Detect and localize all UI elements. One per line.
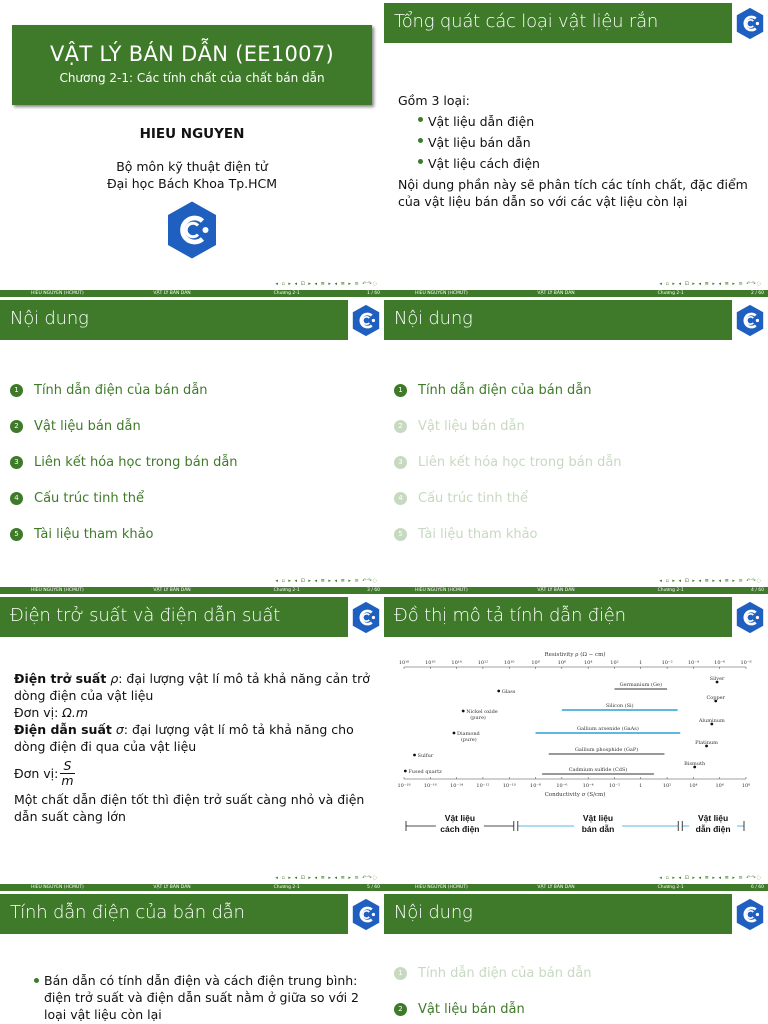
- top-tick-label: 10⁸: [531, 660, 540, 666]
- point-label-sub: (pure): [460, 737, 477, 743]
- header-logo: [348, 894, 384, 934]
- page-number: 6 / 60: [751, 885, 765, 890]
- top-tick-label: 10¹⁶: [425, 660, 436, 666]
- top-tick-label: 1: [639, 660, 643, 666]
- top-tick-label: 10⁴: [583, 660, 593, 666]
- slide-body: [398, 92, 762, 210]
- author-name: HIEU NGUYEN: [139, 126, 245, 142]
- header-logo: [348, 300, 384, 340]
- nav-symbols[interactable]: ◂ ▫ ▸ ◂ ⊡ ▸ ◂ ≣ ▸ ◂ ≣ ▸ ≡ ↶↷◌: [275, 578, 378, 584]
- point-label-sub: (pure): [470, 715, 486, 721]
- outline-item[interactable]: 5 Tài liệu tham khảo: [10, 516, 238, 552]
- bottom-tick-label: 10²: [662, 783, 672, 789]
- slide-2-overview[interactable]: [384, 0, 768, 297]
- bottom-tick-label: 10⁻¹⁴: [450, 783, 464, 789]
- slide-title: Nội dung: [394, 902, 473, 923]
- slide-header: [384, 3, 768, 43]
- bottom-tick-label: 10⁶: [715, 783, 724, 789]
- slide-header: [384, 300, 768, 340]
- chart-title: Resistivity ρ (Ω − cm): [544, 652, 606, 658]
- bottom-tick-label: 10⁻⁴: [582, 783, 594, 789]
- header-logo: [732, 3, 768, 43]
- outline-item[interactable]: 5 Tài liệu tham khảo: [394, 516, 622, 552]
- header-logo: [732, 597, 768, 637]
- bottom-tick-label: 10⁻²: [608, 783, 620, 789]
- university-logo-icon: [351, 601, 381, 634]
- point-label: Copper: [706, 695, 726, 701]
- slide-header: [0, 300, 384, 340]
- department: Bộ môn kỹ thuật điện tử: [116, 159, 268, 174]
- slide-title: Điện trở suất và điện dẫn suất: [10, 605, 281, 626]
- resistivity-unit: Đơn vị: Ω.m: [14, 705, 88, 720]
- list-item: Vật liệu bán dẫn: [428, 132, 762, 153]
- nav-symbols[interactable]: ◂ ▫ ▸ ◂ ⊡ ▸ ◂ ≣ ▸ ◂ ≣ ▸ ≡ ↶↷◌: [659, 578, 762, 584]
- slide-5-resistivity[interactable]: [0, 594, 384, 891]
- outline-item[interactable]: 1 Tính dẫn điện của bán dẫn: [394, 372, 622, 408]
- header-logo: [348, 597, 384, 637]
- top-tick-label: 10¹⁸: [398, 660, 410, 666]
- conductivity-unit: Đơn vị: S m: [14, 757, 74, 788]
- title-box: [12, 25, 372, 105]
- nav-symbols[interactable]: ◂ ▫ ▸ ◂ ⊡ ▸ ◂ ≣ ▸ ◂ ≣ ▸ ≡ ↶↷◌: [659, 281, 762, 287]
- range-label: Gallium arsenide (GaAs): [576, 726, 639, 732]
- page-number: 1 / 60: [367, 291, 381, 296]
- header-logo: [732, 894, 768, 934]
- data-point: [462, 710, 465, 713]
- outline-item[interactable]: 4 Cấu trúc tinh thể: [10, 480, 238, 516]
- bottom-tick-label: 10⁻¹⁶: [423, 783, 437, 789]
- bottom-tick-label: 10⁻⁸: [530, 783, 542, 789]
- university-logo-icon: [165, 200, 219, 260]
- data-point: [497, 690, 500, 693]
- slide-footer: HIEU NGUYEN (HCMUT) VẬT LÝ BÁN DẪN Chương 2-1 2 / 60: [384, 290, 768, 297]
- slide-header: [0, 894, 384, 934]
- bottom-tick-label: 10⁻⁶: [556, 783, 568, 789]
- point-label: Nickel oxide: [466, 709, 498, 715]
- slide-title: Nội dung: [394, 308, 473, 329]
- bullet-list: [14, 972, 364, 1023]
- category-label: Vật liệu: [582, 813, 614, 823]
- top-tick-label: 10⁻⁶: [714, 660, 726, 666]
- data-point: [413, 754, 416, 757]
- x-axis-label: Conductivity σ (S/cm): [544, 792, 606, 798]
- material-list: [398, 111, 762, 174]
- range-label: Cadmium sulfide (CdS): [568, 767, 628, 773]
- slide-footer: HIEU NGUYEN (HCMUT) VẬT LÝ BÁN DẪN Chương 2-1 5 / 60: [0, 884, 384, 891]
- category-label: Vật liệu: [444, 813, 476, 823]
- slide-header: [384, 597, 768, 637]
- university-logo-icon: [735, 7, 765, 40]
- unit-fraction: S m: [61, 757, 74, 788]
- slide-3-outline[interactable]: [0, 297, 384, 594]
- top-tick-label: 10⁻⁴: [687, 660, 699, 666]
- outline-item[interactable]: 1 Tính dẫn điện của bán dẫn: [394, 955, 592, 991]
- list-item: Vật liệu cách điện: [428, 153, 762, 174]
- slide-8-outline-section-2[interactable]: [384, 891, 768, 1024]
- institution: [0, 158, 384, 192]
- category-label: dẫn điện: [695, 824, 731, 834]
- slide-footer: HIEU NGUYEN (HCMUT) VẬT LÝ BÁN DẪN Chương 2-1 6 / 60: [384, 884, 768, 891]
- outline-list: [10, 372, 238, 552]
- university-logo-icon: [351, 898, 381, 931]
- university-logo-icon: [351, 304, 381, 337]
- university-logo-icon: [735, 304, 765, 337]
- point-label: Diamond: [456, 731, 480, 737]
- list-item: Vật liệu dẫn điện: [428, 111, 762, 132]
- outline-item[interactable]: 1 Tính dẫn điện của bán dẫn: [10, 372, 238, 408]
- outline-item[interactable]: 2 Vật liệu bán dẫn: [394, 408, 622, 444]
- outline-item[interactable]: 2 Vật liệu bán dẫn: [394, 991, 592, 1024]
- slide-body: [14, 670, 374, 825]
- data-point: [404, 770, 407, 773]
- slide-title: Nội dung: [10, 308, 89, 329]
- resistivity-def: Điện trở suất ρ: đại lượng vật lí mô tả khả năng cản trở dòng điện của vật liệu: [14, 671, 370, 703]
- range-label: Germanium (Ge): [619, 682, 662, 688]
- university-logo-icon: [735, 898, 765, 931]
- slide-title: Tổng quát các loại vật liệu rắn: [394, 11, 659, 32]
- category-label: Vật liệu: [697, 813, 729, 823]
- point-label: Aluminum: [698, 718, 725, 724]
- conductivity-chart: [394, 649, 760, 854]
- header-logo: [732, 300, 768, 340]
- top-tick-label: 10²: [610, 660, 619, 666]
- point-label: Glass: [501, 689, 516, 695]
- slide-footer: HIEU NGUYEN (HCMUT) VẬT LÝ BÁN DẪN Chương 2-1 1 / 60: [0, 290, 384, 297]
- slide-header: [0, 597, 384, 637]
- slide-body: [14, 972, 364, 1023]
- university-logo-icon: [735, 601, 765, 634]
- top-tick-label: 10⁻⁸: [740, 660, 752, 666]
- outline-item[interactable]: 4 Cấu trúc tinh thể: [394, 480, 622, 516]
- range-label: Gallium phosphide (GaP): [574, 747, 639, 753]
- slide-header: [384, 894, 768, 934]
- data-point: [453, 732, 456, 735]
- top-tick-label: 10¹⁰: [504, 660, 515, 666]
- slide-title: Tính dẫn điện của bán dẫn: [10, 902, 245, 923]
- university: Đại học Bách Khoa Tp.HCM: [106, 176, 278, 191]
- slide-title: Đồ thị mô tả tính dẫn điện: [394, 605, 626, 626]
- point-label: Sulfur: [417, 753, 434, 759]
- category-label: cách điện: [440, 824, 480, 834]
- category-label: bán dẫn: [581, 824, 615, 834]
- conclusion-text: Một chất dẫn điện tốt thì điện trở suất càng nhỏ và điện dẫn suất càng lớn: [14, 792, 365, 824]
- intro-text: Gồm 3 loại:: [398, 93, 470, 108]
- bottom-tick-label: 1: [639, 783, 643, 789]
- bottom-tick-label: 10⁻¹²: [476, 783, 490, 789]
- slide-1-title[interactable]: [0, 0, 384, 297]
- top-tick-label: 10⁻²: [661, 660, 673, 666]
- bottom-tick-label: 10⁻¹⁰: [502, 783, 516, 789]
- nav-symbols[interactable]: ◂ ▫ ▸ ◂ ⊡ ▸ ◂ ≣ ▸ ◂ ≣ ▸ ≡ ↶↷◌: [275, 875, 378, 881]
- outline-item[interactable]: 2 Vật liệu bán dẫn: [10, 408, 238, 444]
- page-number: 4 / 60: [751, 588, 765, 593]
- top-tick-label: 10⁶: [557, 660, 567, 666]
- outline-list: [394, 372, 622, 552]
- top-tick-label: 10¹⁴: [451, 660, 462, 666]
- course-title: VẬT LÝ BÁN DẪN (EE1007): [50, 42, 334, 66]
- chapter-subtitle: Chương 2-1: Các tính chất của chất bán dẫn: [59, 71, 325, 85]
- outline-item[interactable]: 3 Liên kết hóa học trong bán dẫn: [394, 444, 622, 480]
- point-label: Bismuth: [684, 761, 706, 767]
- description-text: Nội dung phần này sẽ phân tích các tính chất, đặc điểm của vật liệu bán dẫn so với các vật liệu còn lại: [398, 177, 748, 209]
- page-number: 3 / 60: [367, 588, 381, 593]
- bottom-tick-label: 10⁻¹⁸: [397, 783, 411, 789]
- slide-4-outline-section-1[interactable]: [384, 297, 768, 594]
- bottom-tick-label: 10⁴: [689, 783, 698, 789]
- point-label: Silver: [709, 676, 725, 682]
- top-tick-label: 10¹²: [477, 660, 489, 666]
- nav-symbols[interactable]: ◂ ▫ ▸ ◂ ⊡ ▸ ◂ ≣ ▸ ◂ ≣ ▸ ≡ ↶↷◌: [659, 875, 762, 881]
- page-number: 5 / 60: [367, 885, 381, 890]
- slide-footer: HIEU NGUYEN (HCMUT) VẬT LÝ BÁN DẪN Chương 2-1 3 / 60: [0, 587, 384, 594]
- conductivity-def: Điện dẫn suất σ: đại lượng vật lí mô tả khả năng cho dòng điện đi qua của vật liệu: [14, 722, 354, 754]
- range-label: Silicon (Si): [605, 703, 634, 709]
- point-label: Fused quartz: [408, 769, 442, 775]
- point-label: Platinum: [695, 740, 718, 746]
- slide-6-conductivity-chart[interactable]: [384, 594, 768, 891]
- page-number: 2 / 60: [751, 291, 765, 296]
- outline-list: [394, 955, 592, 1024]
- bottom-tick-label: 10⁸: [741, 783, 751, 789]
- slide-7-semiconductor-conductivity[interactable]: [0, 891, 384, 1024]
- list-item: Bán dẫn có tính dẫn điện và cách điện trung bình: điện trở suất và điện dẫn suất nằm ở giữa so với 2 loại vật liệu còn lại: [44, 972, 364, 1023]
- slide-footer: HIEU NGUYEN (HCMUT) VẬT LÝ BÁN DẪN Chương 2-1 4 / 60: [384, 587, 768, 594]
- outline-item[interactable]: 3 Liên kết hóa học trong bán dẫn: [10, 444, 238, 480]
- nav-symbols[interactable]: ◂ ▫ ▸ ◂ ⊡ ▸ ◂ ≣ ▸ ◂ ≣ ▸ ≡ ↶↷◌: [275, 281, 378, 287]
